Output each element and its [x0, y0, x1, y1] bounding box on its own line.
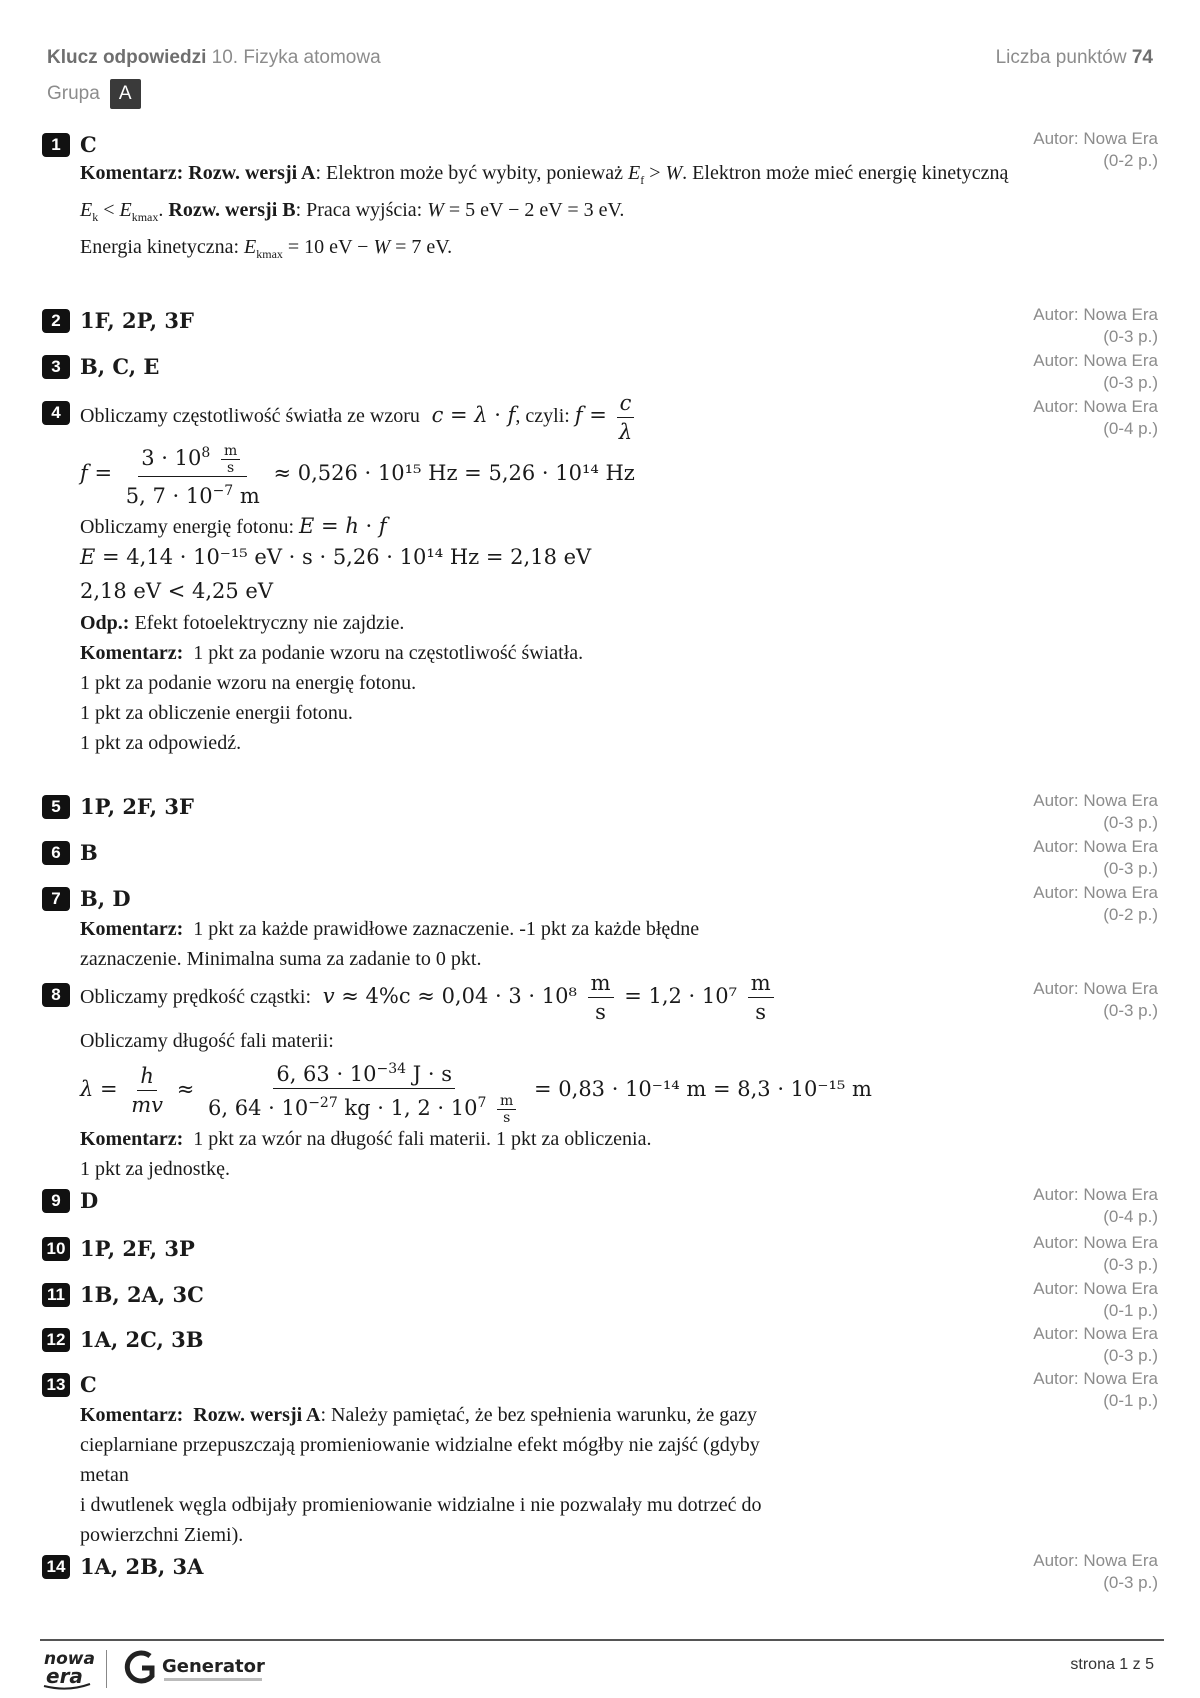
- author-info: Autor: Nowa Era (0-2 p.): [1033, 129, 1158, 170]
- footer-divider: [40, 1639, 1164, 1641]
- svg-text:era: era: [46, 1664, 83, 1688]
- document-title: Klucz odpowiedzi 10. Fizyka atomowa: [47, 47, 381, 68]
- svg-text:Generator: Generator: [162, 1656, 265, 1677]
- group-badge: A: [110, 79, 141, 109]
- points-total: Liczba punktów 74: [995, 47, 1153, 68]
- page-number: strona 1 z 5: [1070, 1656, 1154, 1673]
- nowa-era-logo: [40, 1646, 98, 1690]
- generator-logo: [120, 1646, 270, 1690]
- answer: C: [80, 132, 97, 157]
- svg-text:nowa: nowa: [44, 1649, 95, 1669]
- group-indicator: Grupa A: [47, 79, 141, 109]
- comment: Komentarz: Rozw. wersji A: Elektron może być wybity, ponieważ $E_f > W$. Elektron może mieć energię kinetyczną $E_k < E_{kmax}$. Rozw. wersji B: Praca wyjścia: W = 5 eV − 2 eV = 3 eV. Energia kinetyczna: $E_{kmax} = 10$ eV − W = 7 eV.: [80, 162, 1009, 261]
- logo-divider: [106, 1650, 107, 1688]
